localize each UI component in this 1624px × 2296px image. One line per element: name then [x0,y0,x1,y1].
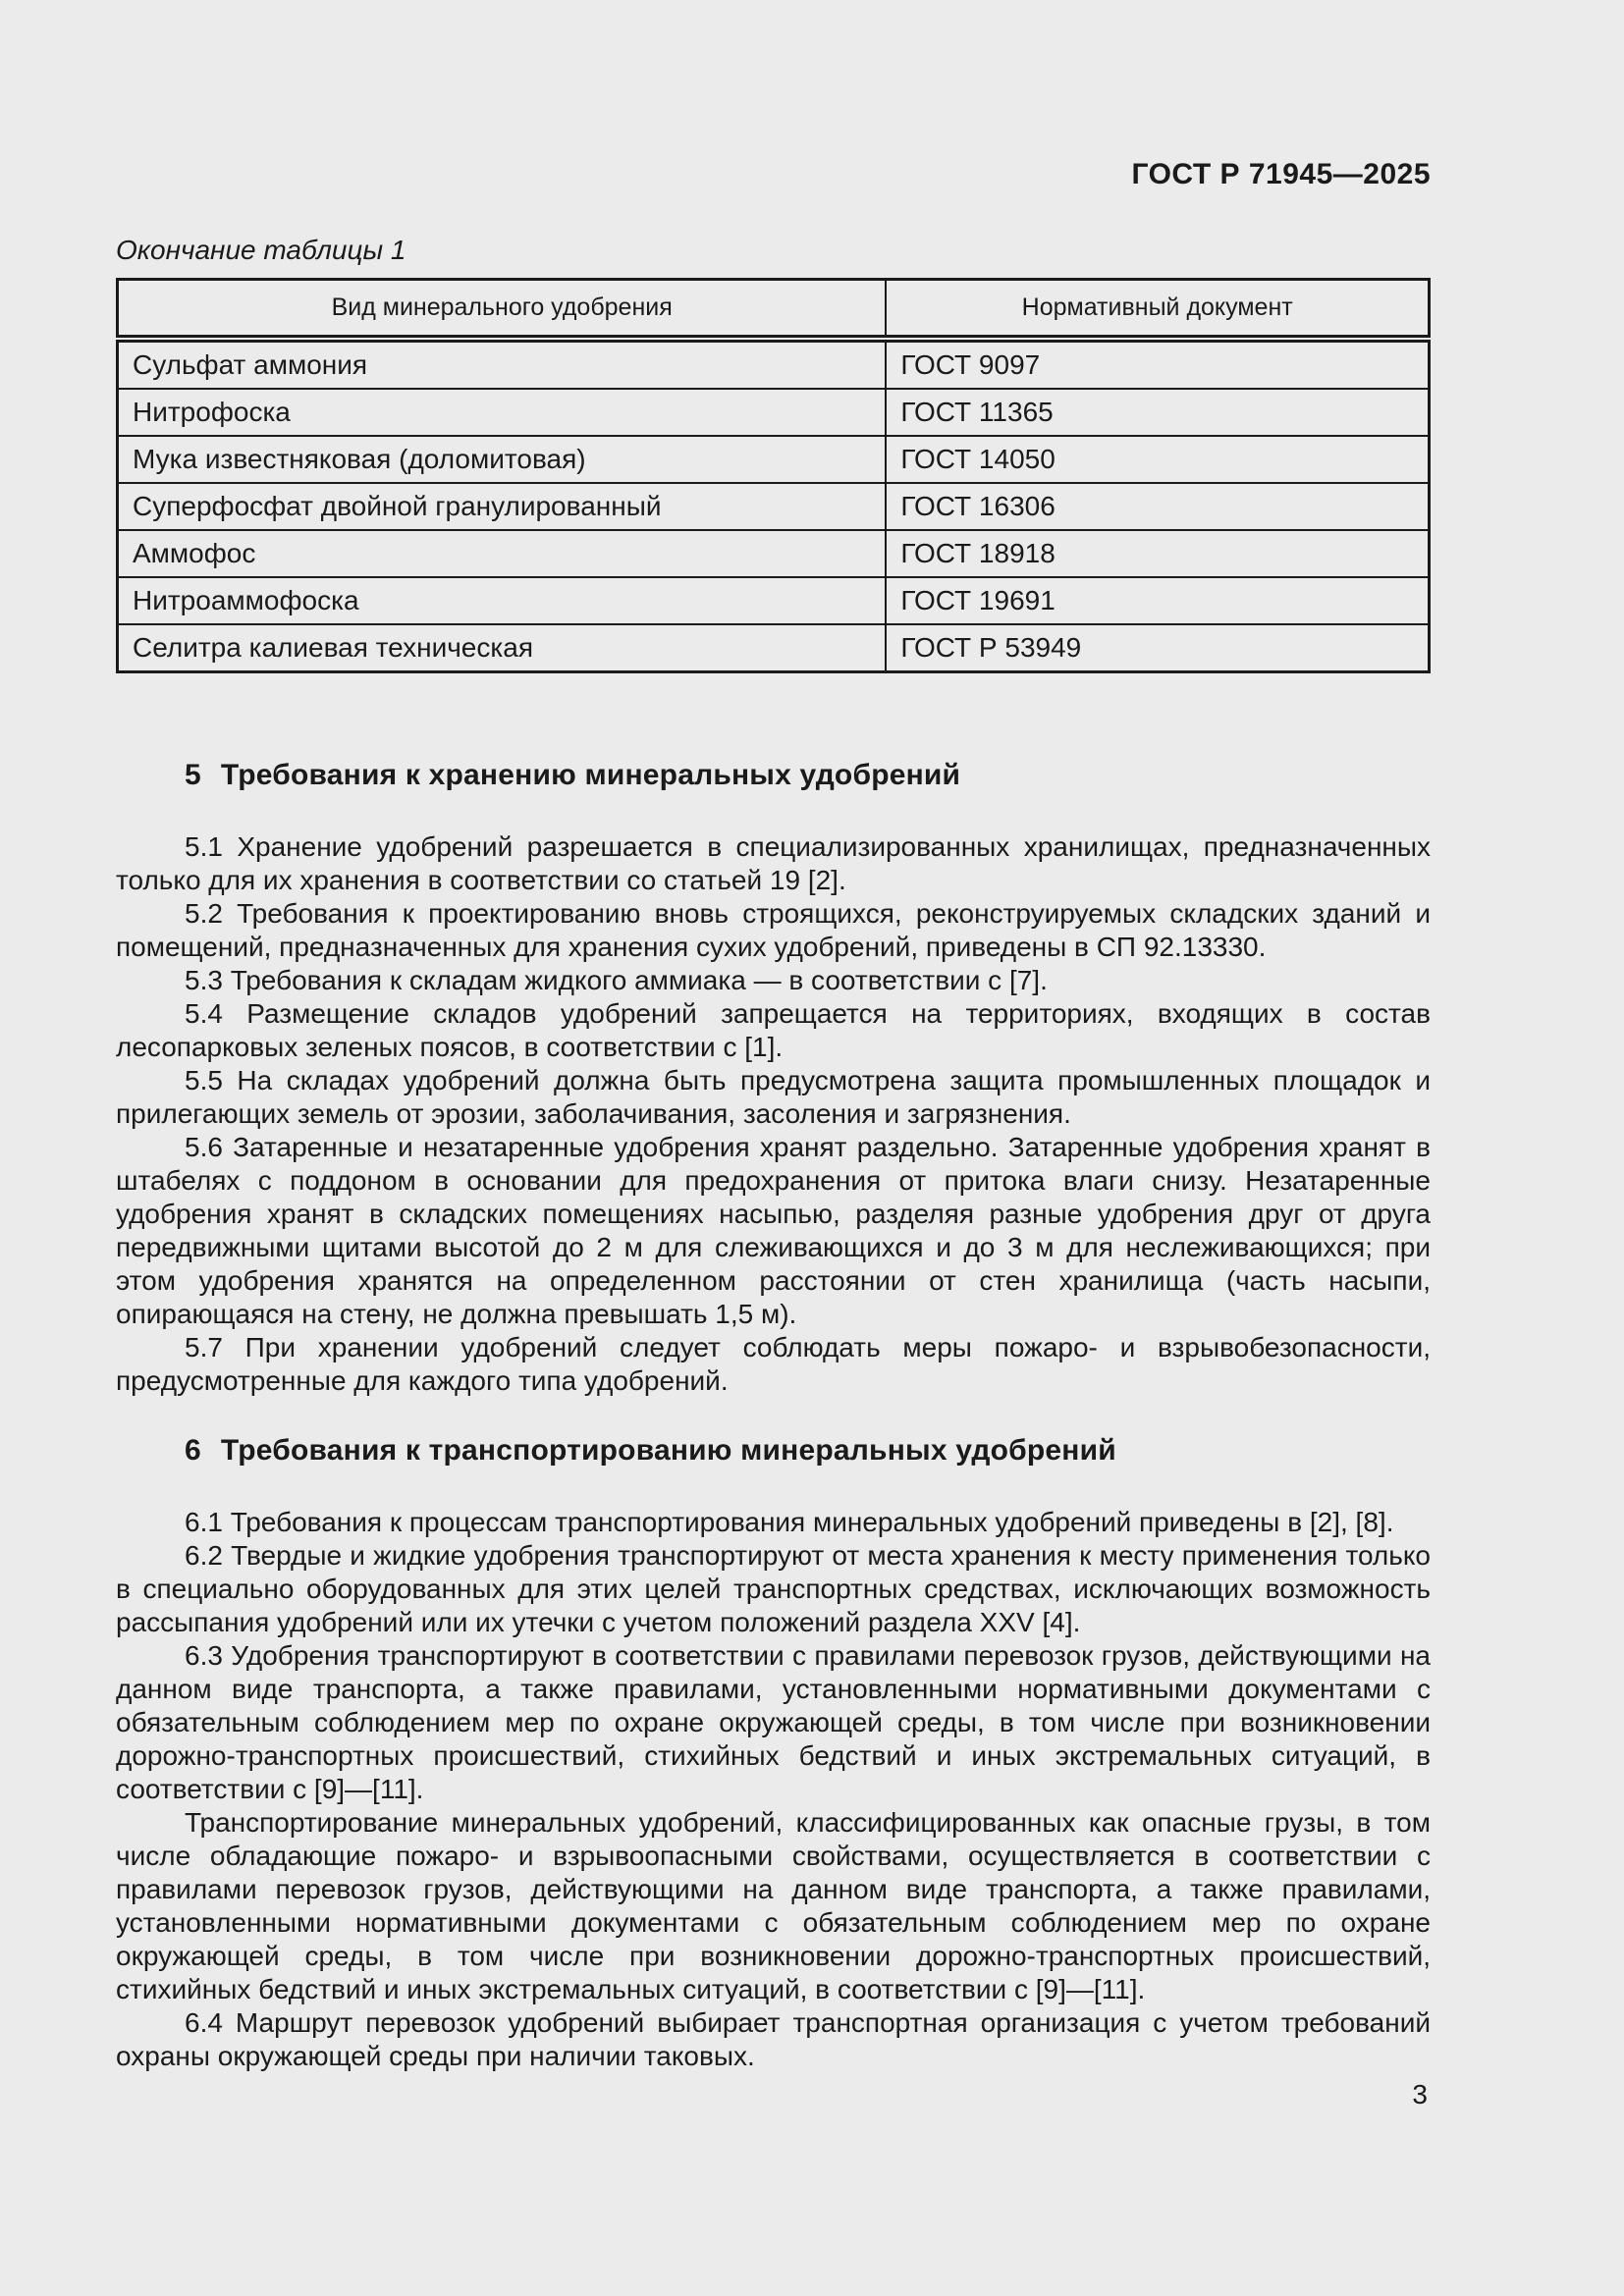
paragraph-5-4: 5.4 Размещение складов удобрений запрещается на территориях, входящих в состав лесопарковых зеленых поясов, в соответствии с [1]. [116,998,1431,1062]
cell-fertilizer-type: Аммофос [118,530,887,577]
cell-fertilizer-type: Селитра калиевая техническая [118,624,887,672]
paragraph-5-5: 5.5 На складах удобрений должна быть предусмотрена защита промышленных площадок и прилегающих земель от эрозии, заболачивания, засоления и загрязнения. [116,1065,1431,1129]
paragraph-5-6: 5.6 Затаренные и незатаренные удобрения хранят раздельно. Затаренные удобрения хранят в штабелях с поддоном в основании для предохранения от притока влаги снизу. Незатаренные удобрения хранят в складских помещениях насыпью, разделяя разные удобрения друг от друга передвижными щитами высотой до 2 м для слеживающихся и до 3 м для неслеживающихся; при этом удобрения хранятся на определенном расстоянии от стен хранилища (часть насыпи, опирающаяся на стену, не должна превышать 1,5 м). [116,1132,1431,1329]
section-6-number: 6 [185,1434,201,1467]
table-row [118,436,1430,483]
cell-normative-document: ГОСТ 18918 [886,530,1429,577]
cell-fertilizer-type: Мука известняковая (доломитовая) [118,436,887,483]
table-row [118,339,1430,389]
col-header-fertilizer-type: Вид минерального удобрения [118,280,887,340]
cell-normative-document: ГОСТ 11365 [886,389,1429,436]
paragraph-6-3: 6.3 Удобрения транспортируют в соответствии с правилами перевозок грузов, действующими на данном виде транспорта, а также правилами, установленными нормативными документами с обязательным соблюдением мер по охране окружающей среды, в том числе при возникновении дорожно-транспортных происшествий, стихийных бедствий и иных экстремальных ситуаций, в соответствии с [9]—[11]. [116,1640,1431,1804]
table-caption: Окончание таблицы 1 [116,235,406,265]
paragraph-6-4: 6.4 Маршрут перевозок удобрений выбирает транспортная организация с учетом требований охраны окружающей среды при наличии таковых. [116,2007,1431,2071]
cell-fertilizer-type: Суперфосфат двойной гранулированный [118,483,887,530]
paragraph-6-1: 6.1 Требования к процессам транспортирования минеральных удобрений приведены в [2], [8]. [185,1507,1394,1537]
paragraph-6-3-continued: Транспортирование минеральных удобрений, классифицированных как опасные грузы, в том числе обладающие пожаро- и взрывоопасными свойствами, осуществляется в соответствии с правилами перевозок грузов, действующими на данном виде транспорта, а также правилами, установленными нормативными документами с обязательным соблюдением мер по охране окружающей среды, в том числе при возникновении дорожно-транспортных происшествий, стихийных бедствий и иных экстремальных ситуаций, в соответствии с [9]—[11]. [116,1807,1431,2004]
cell-normative-document: ГОСТ 14050 [886,436,1429,483]
doc-code: ГОСТ Р 71945—2025 [1131,158,1431,190]
paragraph-5-2: 5.2 Требования к проектированию вновь строящихся, реконструируемых складских зданий и помещений, предназначенных для хранения сухих удобрений, приведены в СП 92.13330. [116,898,1431,962]
table-row [118,577,1430,624]
section-6-heading [185,1433,1431,1468]
section-5-title: Требования к хранению минеральных удобрений [220,759,961,791]
table-header-row [118,280,1430,340]
cell-fertilizer-type: Сульфат аммония [118,339,887,389]
page-number: 3 [1412,2079,1428,2109]
table-row [118,483,1430,530]
table-row [118,530,1430,577]
paragraph-6-2: 6.2 Твердые и жидкие удобрения транспортируют от места хранения к месту применения только в специально оборудованных для этих целей транспортных средствах, исключающих возможность рассыпания удобрений или их утечки с учетом положений раздела XXV [4]. [116,1540,1431,1637]
section-6-title: Требования к транспортированию минеральных удобрений [220,1434,1116,1467]
paragraph-5-7: 5.7 При хранении удобрений следует соблюдать меры пожаро- и взрывобезопасности, предусмотренные для каждого типа удобрений. [116,1332,1431,1396]
fertilizer-standards-table [116,278,1431,673]
cell-normative-document: ГОСТ 19691 [886,577,1429,624]
cell-normative-document: ГОСТ 9097 [886,339,1429,389]
paragraph-5-3: 5.3 Требования к складам жидкого аммиака — в соответствии с [7]. [185,965,1048,995]
section-5-body [116,830,1431,1398]
paragraph-5-1: 5.1 Хранение удобрений разрешается в специализированных хранилищах, предназначенных только для их хранения в соответствии со статьей 19 [2]. [116,831,1431,895]
cell-fertilizer-type: Нитрофоска [118,389,887,436]
cell-normative-document: ГОСТ 16306 [886,483,1429,530]
cell-normative-document: ГОСТ Р 53949 [886,624,1429,672]
section-5-heading [185,758,1431,793]
table-row [118,624,1430,672]
section-6-body [116,1506,1431,2073]
cell-fertilizer-type: Нитроаммофоска [118,577,887,624]
col-header-normative-document: Нормативный документ [886,280,1429,340]
section-5-number: 5 [185,759,201,791]
table-row [118,389,1430,436]
